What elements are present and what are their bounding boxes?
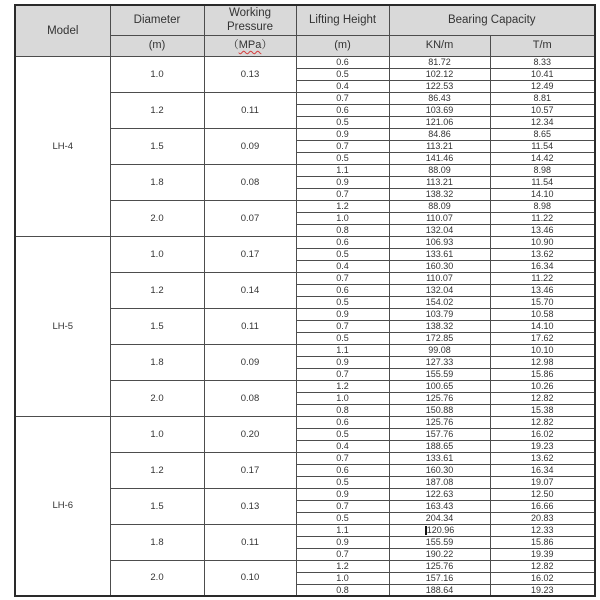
kn-value: 102.12 (389, 68, 490, 80)
model-name: LH-5 (15, 236, 110, 416)
t-value: 16.02 (490, 572, 595, 584)
lifting-height-value: 0.7 (296, 368, 389, 380)
kn-value: 125.76 (389, 416, 490, 428)
diameter-value: 1.0 (110, 236, 204, 272)
lifting-height-value: 0.7 (296, 452, 389, 464)
kn-value: 157.16 (389, 572, 490, 584)
pressure-value: 0.09 (204, 344, 296, 380)
kn-value: 141.46 (389, 152, 490, 164)
kn-value: 155.59 (389, 536, 490, 548)
kn-value: 132.04 (389, 224, 490, 236)
diameter-value: 1.5 (110, 488, 204, 524)
lifting-height-value: 1.1 (296, 164, 389, 176)
diameter-value: 2.0 (110, 380, 204, 416)
lifting-height-value: 0.7 (296, 320, 389, 332)
pressure-value: 0.17 (204, 236, 296, 272)
t-value: 16.02 (490, 428, 595, 440)
lifting-height-value: 0.6 (296, 464, 389, 476)
lifting-height-value: 1.2 (296, 560, 389, 572)
lifting-height-value: 1.0 (296, 212, 389, 224)
kn-value: 110.07 (389, 212, 490, 224)
lifting-height-value: 0.5 (296, 512, 389, 524)
diameter-value: 1.8 (110, 524, 204, 560)
lifting-height-value: 0.5 (296, 152, 389, 164)
pressure-value: 0.13 (204, 488, 296, 524)
t-value: 15.38 (490, 404, 595, 416)
t-value: 19.07 (490, 476, 595, 488)
lifting-height-value: 0.5 (296, 476, 389, 488)
t-value: 12.33 (490, 524, 595, 536)
diameter-value: 1.5 (110, 128, 204, 164)
lifting-height-value: 0.6 (296, 284, 389, 296)
diameter-value: 2.0 (110, 200, 204, 236)
lifting-height-value: 0.4 (296, 440, 389, 452)
lifting-height-value: 1.2 (296, 200, 389, 212)
t-value: 8.98 (490, 164, 595, 176)
diameter-value: 1.5 (110, 308, 204, 344)
kn-value: 138.32 (389, 320, 490, 332)
kn-value: 132.04 (389, 284, 490, 296)
bearing-capacity-table (14, 4, 596, 597)
kn-value: 204.34 (389, 512, 490, 524)
kn-value: 150.88 (389, 404, 490, 416)
lifting-height-value: 0.5 (296, 68, 389, 80)
lifting-height-value: 0.4 (296, 80, 389, 92)
t-value: 13.62 (490, 452, 595, 464)
table-row (15, 416, 595, 428)
kn-value: 88.09 (389, 200, 490, 212)
diameter-value: 1.2 (110, 272, 204, 308)
t-value: 12.82 (490, 392, 595, 404)
kn-value: 120.96 (389, 524, 490, 536)
kn-value: 160.30 (389, 464, 490, 476)
lifting-height-value: 0.6 (296, 104, 389, 116)
kn-value: 122.53 (389, 80, 490, 92)
kn-value: 138.32 (389, 188, 490, 200)
kn-value: 133.61 (389, 248, 490, 260)
t-value: 12.82 (490, 416, 595, 428)
t-value: 11.22 (490, 272, 595, 284)
kn-value: 163.43 (389, 500, 490, 512)
diameter-value: 1.8 (110, 164, 204, 200)
t-value: 13.46 (490, 284, 595, 296)
t-value: 12.50 (490, 488, 595, 500)
t-value: 14.42 (490, 152, 595, 164)
unit-diameter: (m) (110, 35, 204, 56)
t-value: 12.49 (490, 80, 595, 92)
kn-value: 154.02 (389, 296, 490, 308)
lifting-height-value: 0.7 (296, 500, 389, 512)
lifting-height-value: 0.5 (296, 428, 389, 440)
diameter-value: 1.8 (110, 344, 204, 380)
kn-value: 190.22 (389, 548, 490, 560)
lifting-height-value: 0.5 (296, 332, 389, 344)
pressure-value: 0.11 (204, 524, 296, 560)
kn-value: 106.93 (389, 236, 490, 248)
t-value: 10.41 (490, 68, 595, 80)
kn-value: 188.64 (389, 584, 490, 596)
t-value: 8.98 (490, 200, 595, 212)
t-value: 13.62 (490, 248, 595, 260)
header-row-titles (15, 5, 595, 35)
diameter-value: 1.2 (110, 92, 204, 128)
t-value: 8.65 (490, 128, 595, 140)
lifting-height-value: 1.0 (296, 392, 389, 404)
kn-value: 157.76 (389, 428, 490, 440)
lifting-height-value: 0.9 (296, 176, 389, 188)
t-value: 19.23 (490, 440, 595, 452)
t-value: 8.81 (490, 92, 595, 104)
diameter-value: 1.0 (110, 416, 204, 452)
pressure-value: 0.11 (204, 308, 296, 344)
lifting-height-value: 0.8 (296, 224, 389, 236)
lifting-height-value: 0.9 (296, 356, 389, 368)
pressure-unit-close-paren: ） (261, 38, 273, 51)
pressure-value: 0.08 (204, 380, 296, 416)
lifting-height-value: 0.8 (296, 404, 389, 416)
pressure-value: 0.13 (204, 56, 296, 92)
lifting-height-value: 0.4 (296, 260, 389, 272)
t-value: 19.23 (490, 584, 595, 596)
t-value: 15.70 (490, 296, 595, 308)
lifting-height-value: 1.1 (296, 344, 389, 356)
header-diameter: Diameter (110, 5, 204, 35)
lifting-height-value: 1.1 (296, 524, 389, 536)
lifting-height-value: 0.9 (296, 308, 389, 320)
header-lifting-height: Lifting Height (296, 5, 389, 35)
table-row (15, 56, 595, 68)
t-value: 16.66 (490, 500, 595, 512)
lifting-height-value: 0.7 (296, 140, 389, 152)
lifting-height-value: 0.7 (296, 272, 389, 284)
t-value: 8.33 (490, 56, 595, 68)
t-value: 20.83 (490, 512, 595, 524)
diameter-value: 1.0 (110, 56, 204, 92)
lifting-height-value: 0.7 (296, 548, 389, 560)
kn-value: 113.21 (389, 176, 490, 188)
kn-value: 122.63 (389, 488, 490, 500)
lifting-height-value: 0.9 (296, 536, 389, 548)
pressure-value: 0.09 (204, 128, 296, 164)
table-row (15, 236, 595, 248)
lifting-height-value: 0.5 (296, 296, 389, 308)
kn-value: 160.30 (389, 260, 490, 272)
kn-value: 99.08 (389, 344, 490, 356)
t-value: 12.98 (490, 356, 595, 368)
t-value: 12.82 (490, 560, 595, 572)
header-bearing-capacity: Bearing Capacity (389, 5, 595, 35)
diameter-value: 2.0 (110, 560, 204, 596)
t-value: 17.62 (490, 332, 595, 344)
kn-value: 113.21 (389, 140, 490, 152)
unit-pressure (204, 35, 296, 56)
lifting-height-value: 0.6 (296, 416, 389, 428)
kn-value: 84.86 (389, 128, 490, 140)
t-value: 14.10 (490, 320, 595, 332)
lifting-height-value: 1.0 (296, 572, 389, 584)
kn-value: 103.79 (389, 308, 490, 320)
pressure-unit-open-paren: （ (227, 38, 239, 51)
lifting-height-value: 1.2 (296, 380, 389, 392)
pressure-value: 0.14 (204, 272, 296, 308)
lifting-height-value: 0.6 (296, 56, 389, 68)
kn-value: 125.76 (389, 392, 490, 404)
pressure-value: 0.17 (204, 452, 296, 488)
table-body (15, 56, 595, 596)
table-header (15, 5, 595, 56)
t-value: 15.86 (490, 536, 595, 548)
t-value: 13.46 (490, 224, 595, 236)
kn-value: 121.06 (389, 116, 490, 128)
t-value: 10.58 (490, 308, 595, 320)
lifting-height-value: 0.9 (296, 488, 389, 500)
lifting-height-value: 0.5 (296, 116, 389, 128)
t-value: 12.34 (490, 116, 595, 128)
kn-value: 103.69 (389, 104, 490, 116)
kn-value: 188.65 (389, 440, 490, 452)
pressure-value: 0.07 (204, 200, 296, 236)
model-name: LH-4 (15, 56, 110, 236)
lifting-height-value: 0.7 (296, 188, 389, 200)
t-value: 10.26 (490, 380, 595, 392)
t-value: 15.86 (490, 368, 595, 380)
t-value: 11.22 (490, 212, 595, 224)
kn-value: 86.43 (389, 92, 490, 104)
pressure-value: 0.20 (204, 416, 296, 452)
kn-value: 125.76 (389, 560, 490, 572)
lifting-height-value: 0.9 (296, 128, 389, 140)
unit-t-per-m: T/m (490, 35, 595, 56)
kn-value: 172.85 (389, 332, 490, 344)
t-value: 10.90 (490, 236, 595, 248)
pressure-unit-text: MPa (238, 38, 262, 51)
kn-value: 100.65 (389, 380, 490, 392)
t-value: 11.54 (490, 140, 595, 152)
kn-value: 127.33 (389, 356, 490, 368)
header-working-pressure: Working Pressure (204, 5, 296, 35)
kn-value: 110.07 (389, 272, 490, 284)
unit-kn-per-m: KN/m (389, 35, 490, 56)
t-value: 16.34 (490, 260, 595, 272)
kn-value: 133.61 (389, 452, 490, 464)
t-value: 10.57 (490, 104, 595, 116)
lifting-height-value: 0.8 (296, 584, 389, 596)
text-cursor (425, 526, 427, 535)
unit-lifting-height: (m) (296, 35, 389, 56)
t-value: 14.10 (490, 188, 595, 200)
header-model: Model (15, 5, 110, 56)
kn-value: 155.59 (389, 368, 490, 380)
diameter-value: 1.2 (110, 452, 204, 488)
pressure-value: 0.08 (204, 164, 296, 200)
t-value: 16.34 (490, 464, 595, 476)
t-value: 10.10 (490, 344, 595, 356)
kn-value: 88.09 (389, 164, 490, 176)
kn-value: 187.08 (389, 476, 490, 488)
model-name: LH-6 (15, 416, 110, 596)
t-value: 11.54 (490, 176, 595, 188)
lifting-height-value: 0.5 (296, 248, 389, 260)
pressure-value: 0.10 (204, 560, 296, 596)
t-value: 19.39 (490, 548, 595, 560)
lifting-height-value: 0.6 (296, 236, 389, 248)
pressure-value: 0.11 (204, 92, 296, 128)
lifting-height-value: 0.7 (296, 92, 389, 104)
kn-value: 81.72 (389, 56, 490, 68)
